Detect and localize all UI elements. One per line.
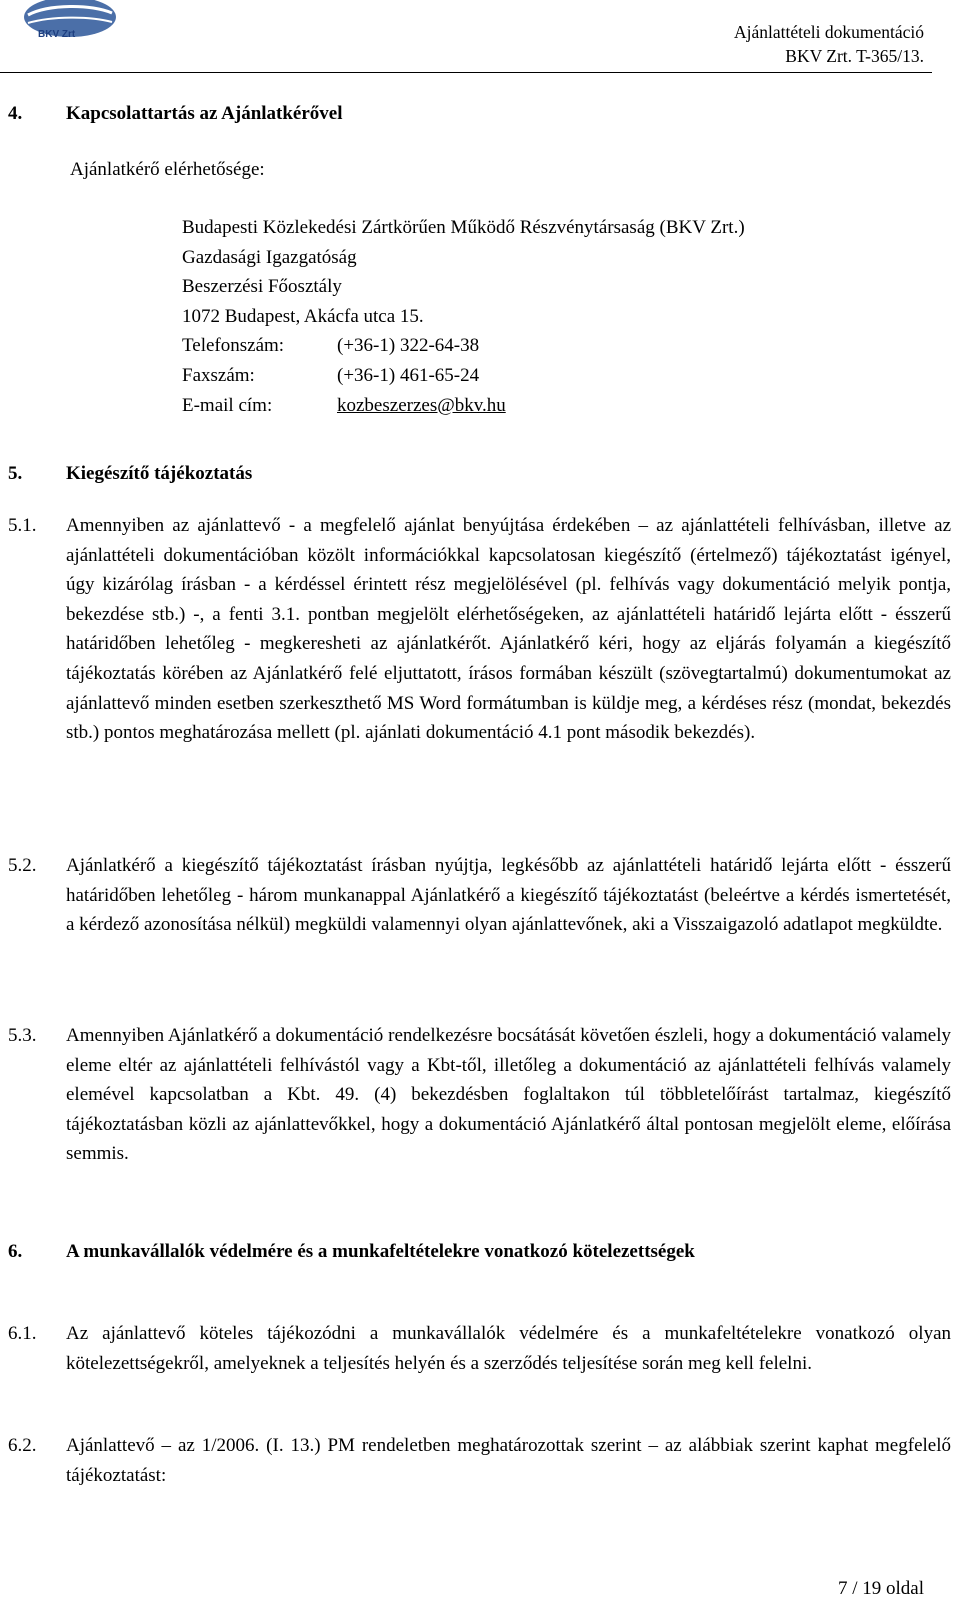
paragraph-number: 5.1. (8, 515, 37, 536)
paragraph-number: 6.1. (8, 1323, 37, 1344)
section-title: Kiegészítő tájékoztatás (66, 463, 253, 484)
contact-block (182, 213, 745, 420)
paragraph-5-3 (8, 1021, 951, 1169)
document-reference: BKV Zrt. T-365/13. (785, 46, 924, 66)
phone-row (182, 331, 745, 361)
section-title: Kapcsolattartás az Ajánlatkérővel (66, 103, 343, 124)
email-label: E-mail cím: (182, 394, 273, 416)
org-department: Gazdasági Igazgatóság (182, 246, 357, 268)
paragraph-5-2 (8, 851, 951, 940)
contact-subtitle: Ajánlatkérő elérhetősége: (70, 159, 265, 180)
paragraph-text: Ajánlattevő – az 1/2006. (I. 13.) PM rendeletben meghatározottak szerint – az alábbiak szerint kaphat megfelelő tájékoztatást: (66, 1435, 951, 1486)
bkv-logo (0, 0, 118, 42)
bkv-logo-icon (0, 0, 118, 42)
paragraph-6-2 (8, 1431, 951, 1490)
section-number: 6. (8, 1241, 23, 1262)
email-link[interactable]: kozbeszerzes@bkv.hu (337, 394, 506, 416)
paragraph-5-1 (8, 511, 951, 748)
paragraph-text: Amennyiben Ajánlatkérő a dokumentáció rendelkezésre bocsátását követően észleli, hogy a dokumentáció valamely eleme eltér az ajánlattételi felhívástól vagy a Kbt-től, illetőleg a dokumentáció az ajánlattételi felhívás valamely elemével kapcsolatban a Kbt. 49. (4) bekezdésben foglaltakon túl többletelőírást tartalmaz, kiegészítő tájékoztatásban közli az ajánlattevőkkel, hogy a dokumentáció Ajánlatkérő által pontosan megjelölt eleme, előírása semmis. (66, 1025, 951, 1165)
document-header (734, 20, 924, 68)
paragraph-text: Ajánlatkérő a kiegészítő tájékoztatást írásban nyújtja, legkésőbb az ajánlattételi határidő lejárta előtt - ésszerű határidőben lehetőleg - három munkanappal Ajánlatkérő a kiegészítő tájékoztatást (beleértve a kérdés ismertetését, a kérdező azonosítása nélkül) megküldi valamennyi olyan ajánlattevőnek, aki a Visszaigazoló adatlapot megküldte. (66, 855, 951, 936)
section-4-heading (8, 103, 343, 125)
document-title: Ajánlattételi dokumentáció (733, 22, 924, 42)
section-number: 4. (8, 103, 23, 124)
header-divider (0, 72, 932, 73)
paragraph-number: 6.2. (8, 1435, 37, 1456)
paragraph-6-1 (8, 1319, 951, 1378)
org-unit: Beszerzési Főosztály (182, 276, 342, 298)
fax-value: (+36-1) 461-65-24 (337, 364, 480, 386)
paragraph-text: Amennyiben az ajánlattevő - a megfelelő ajánlat benyújtása érdekében – az ajánlattételi felhívásban, illetve az ajánlattételi dokumentációban közölt információkkal kapcsolatosan kiegészítő (értelmező) tájékoztatást igényel, úgy kizárólag írásban - a kérdéssel érintett rész megjelölésével (pl. felhívás vagy dokumentáció melyik pontja, bekezdése stb.) -, a fenti 3.1. pontban megjelölt elérhetőségeken, az ajánlattételi határidő lejárta előtt - ésszerű határidőben lehetőleg - megkeresheti az ajánlatkérőt. Ajánlatkérő kéri, hogy az eljárás folyamán a kiegészítő tájékoztatás körében az Ajánlatkérő felé eljuttatott, írásos formában készült (szövegtartalmú) dokumentumokat az ajánlattevő minden esetben szerkeszthető MS Word formátumban is küldje meg, a kérdéses rész (mondat, bekezdés stb.) pontos meghatározása mellett (pl. ajánlati dokumentáció 4.1 pont második bekezdés). (66, 515, 951, 744)
paragraph-number: 5.3. (8, 1025, 37, 1046)
section-title: A munkavállalók védelmére és a munkafeltételekre vonatkozó kötelezettségek (66, 1241, 695, 1262)
org-name: Budapesti Közlekedési Zártkörűen Működő Részvénytársaság (BKV Zrt.) (182, 217, 745, 238)
section-number: 5. (8, 463, 23, 484)
phone-value: (+36-1) 322-64-38 (337, 335, 480, 357)
page-number: 7 / 19 oldal (837, 1578, 924, 1599)
fax-label: Faxszám: (182, 364, 255, 386)
paragraph-number: 5.2. (8, 855, 37, 876)
email-row (182, 391, 745, 421)
paragraph-text: Az ajánlattevő köteles tájékozódni a munkavállalók védelmére és a munkafeltételekre vonatkozó olyan kötelezettségekről, amelyeknek a teljesítés helyén és a szerződés teljesítése során meg kell felelni. (66, 1323, 951, 1374)
svg-text:BKV Zrt: BKV Zrt (38, 29, 76, 40)
fax-row (182, 361, 745, 391)
section-6-heading (8, 1241, 695, 1263)
phone-label: Telefonszám: (182, 335, 285, 357)
section-5-heading (8, 463, 252, 485)
org-address: 1072 Budapest, Akácfa utca 15. (182, 305, 424, 327)
